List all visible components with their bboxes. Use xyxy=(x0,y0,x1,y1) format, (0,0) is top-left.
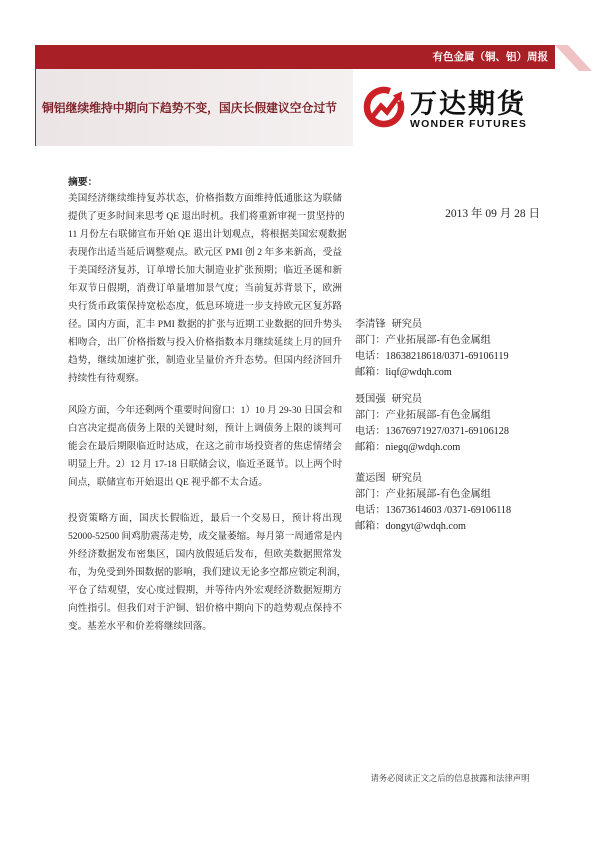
text-line: 投资策略方面，国庆长假临近，最后一个交易日，预计将出现 xyxy=(68,513,342,524)
text-line: 表现作出适当延后调整观点。欧元区 PMI 创 2 年多来新高，受益 xyxy=(68,247,342,258)
text-line: 美国经济继续维持复苏状态，价格指数方面维持低通胀这为联储 xyxy=(68,193,342,204)
report-category: 有色金属（铜、铝）周报 xyxy=(432,51,548,63)
text-line: 于美国经济复苏，订单增长加大制造业扩张预期；临近圣诞和新 xyxy=(68,265,342,276)
text-line: 趋势，继续加速扩张，制造业呈量价齐升态势。但国内经济回升 xyxy=(68,355,342,366)
text-line: 相吻合，出厂价格指数与投入价格指数本月继续延续上月的回升 xyxy=(68,337,342,348)
analyst-name-line xyxy=(355,317,509,333)
analyst-department: 部门：产业拓展部-有色金属组 xyxy=(355,410,491,421)
header-stripe-decoration xyxy=(550,45,594,71)
text-line: 央行货币政策保持宽松态度，低息环境进一步支持欧元区复苏路 xyxy=(68,301,342,312)
wonder-futures-logo-icon xyxy=(362,83,406,129)
text-line: 11 月份左右联储宣布开始 QE 退出计划观点，将根据美国宏观数据 xyxy=(68,229,347,240)
disclaimer-note: 请务必阅读正文之后的信息披露和法律声明 xyxy=(370,773,530,783)
abstract-label: 摘要： xyxy=(68,177,98,188)
brand-name-en: WONDER FUTURES xyxy=(410,118,528,130)
report-date: 2013 年 09 月 28 日 xyxy=(445,208,540,220)
strategy-paragraph xyxy=(68,510,347,636)
stripe-shape xyxy=(555,45,592,71)
text-line: 外经济数据发布密集区，国内放假延后发布，但欧美数据照常发 xyxy=(68,549,342,560)
text-line: 平仓了结观望，安心度过假期，并等待内外宏观经济数据短期方 xyxy=(68,585,342,596)
analyst-card xyxy=(355,471,511,535)
analyst-department: 部门：产业拓展部-有色金属组 xyxy=(355,489,491,500)
analyst-phone: 电话：13676971927/0371-69106128 xyxy=(355,426,509,437)
analyst-role: 研究员 xyxy=(391,473,423,484)
company-logo xyxy=(362,83,532,133)
text-line: 布，为免受到外围数据的影响，我们建议无论多空都应锁定利润， xyxy=(68,567,347,578)
risk-paragraph xyxy=(68,402,342,492)
analyst-name-line xyxy=(355,392,509,408)
text-line: 持续性有待观察。 xyxy=(68,373,145,384)
analyst-name: 李清锋 xyxy=(355,319,386,330)
analyst-phone: 电话：18638218618/0371-69106119 xyxy=(355,351,509,362)
abstract-paragraph xyxy=(68,190,347,388)
analyst-email: 邮箱：niegq@wdqh.com xyxy=(355,442,461,453)
text-line: 能会在最后期限临近时达成，在这之前市场投资者的焦虑情绪会 xyxy=(68,441,342,452)
text-line: 径。国内方面，汇丰 PMI 数据的扩张与近期工业数据的回升势头 xyxy=(68,319,342,330)
brand-name-cn: 万达期货 xyxy=(410,89,526,119)
analyst-email: 邮箱：liqf@wdqh.com xyxy=(355,367,452,378)
text-line: 风险方面，今年还剩两个重要时间窗口：1）10 月 29-30 日国会和 xyxy=(68,405,343,416)
text-line: 变。基差水平和价差将继续回落。 xyxy=(68,621,212,632)
text-line: 间点，联储宣布开始退出 QE 视乎都不太合适。 xyxy=(68,477,268,488)
text-line: 年双节日假期，消费订单量增加景气度；当前复苏背景下，欧洲 xyxy=(68,283,342,294)
analyst-role: 研究员 xyxy=(391,394,423,405)
analyst-name: 董运图 xyxy=(355,473,386,484)
analyst-phone: 电话：13673614603 /0371-69106118 xyxy=(355,505,512,516)
text-line: 提供了更多时间来思考 QE 退出时机。我们将重新审视一贯坚持的 xyxy=(68,211,345,222)
analyst-department: 部门：产业拓展部-有色金属组 xyxy=(355,335,491,346)
logo-arrow-shaft xyxy=(373,98,398,116)
analyst-card xyxy=(355,392,509,456)
report-title: 铜铝继续维持中期向下趋势不变，国庆长假建议空仓过节 xyxy=(42,101,337,115)
analyst-name: 聂国强 xyxy=(355,394,386,405)
text-line: 向性指引。但我们对于沪铜、铝价格中期向下的趋势观点保持不 xyxy=(68,603,342,614)
text-line: 52000-52500 间鸡肋震荡走势，成交量萎缩。每月第一周通常是内 xyxy=(68,531,343,542)
analyst-card xyxy=(355,317,509,381)
analyst-role: 研究员 xyxy=(391,319,423,330)
text-line: 明显上升。2）12 月 17-18 日联储会议，临近圣诞节。以上两个时 xyxy=(68,459,343,470)
analyst-email: 邮箱：dongyt@wdqh.com xyxy=(355,521,466,532)
text-line: 白宫决定提高债务上限的关键时刻，预计上调债务上限的谈判可 xyxy=(68,423,342,434)
analyst-name-line xyxy=(355,471,511,487)
